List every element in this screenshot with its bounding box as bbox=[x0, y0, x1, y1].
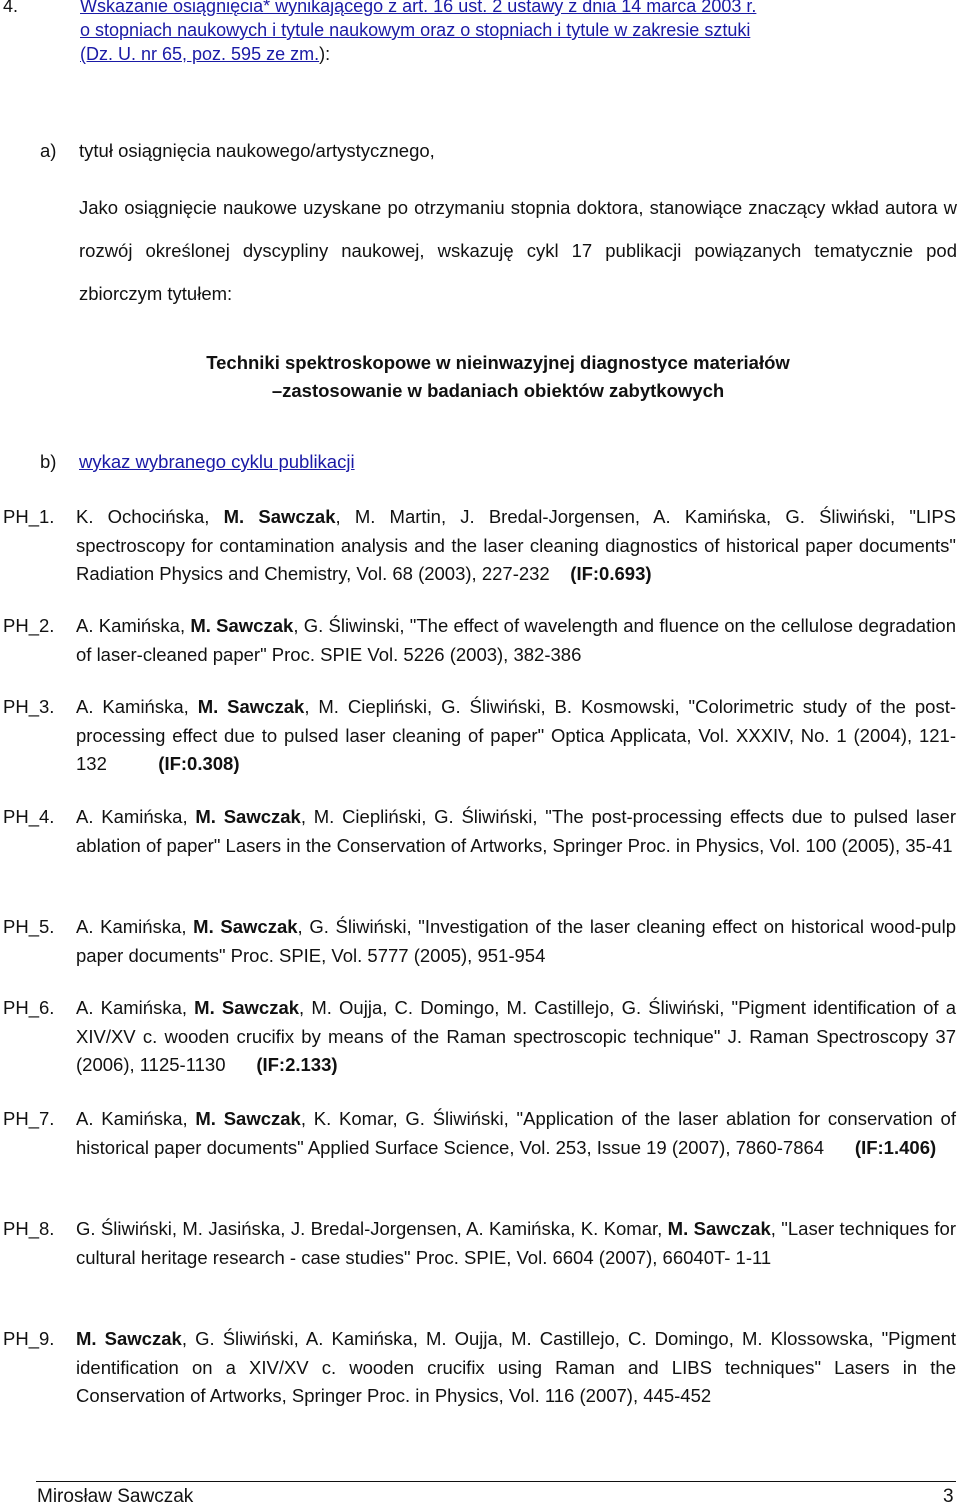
section-4-law-link[interactable]: (Dz. U. nr 65, poz. 595 ze zm. bbox=[80, 44, 320, 64]
impact-factor: (IF:1.406) bbox=[854, 1136, 937, 1158]
highlighted-author: M. Sawczak bbox=[197, 696, 305, 717]
highlighted-author: M. Sawczak bbox=[667, 1218, 771, 1239]
highlighted-author: M. Sawczak bbox=[76, 1328, 182, 1349]
publication-id: PH_8. bbox=[3, 1218, 55, 1239]
highlighted-author: M. Sawczak bbox=[193, 916, 298, 937]
publication-id: PH_5. bbox=[3, 916, 55, 937]
impact-factor: (IF:2.133) bbox=[256, 1054, 338, 1075]
publication-text: A. Kamińska, M. Sawczak, G. Śliwiński, "Investigation of the laser cleaning effect on historical wood-pulp paper documents" Proc. SPIE, Vol. 5777 (2005), 951-954 bbox=[76, 916, 956, 966]
part-a-heading: tytuł osiągnięcia naukowego/artystycznego, bbox=[79, 140, 435, 161]
publication-text: A. Kamińska, M. Sawczak, M. Ciepliński, G. Śliwiński, B. Kosmowski, "Colorimetric study of the post-processing effect due to pulsed laser cleaning of paper" Optica Applicata, Vol. XXXIV, No. 1 (2004), 121-132 (IF:0.308) bbox=[76, 696, 956, 774]
publication-text: A. Kamińska, M. Sawczak, M. Oujja, C. Domingo, M. Castillejo, G. Śliwiński, "Pigment identification of a XIV/XV c. wooden crucifix by means of the Raman spectroscopic technique" J. Raman Spectroscopy 37 (2006), 1125-1130 (IF:2.133) bbox=[76, 997, 956, 1075]
publication-id: PH_9. bbox=[3, 1328, 55, 1349]
achievement-title-line-1: Techniki spektroskopowe w nieinwazyjnej diagnostyce materiałów bbox=[206, 352, 790, 373]
section-4-line-1[interactable]: Wskazanie osiągnięcia* wynikającego z art. 16 ust. 2 ustawy z dnia 14 marca 2003 r. bbox=[80, 0, 757, 16]
part-a-paragraph: Jako osiągnięcie naukowe uzyskane po otrzymaniu stopnia doktora, stanowiące znaczący wkład autora w rozwój określonej dyscypliny naukowej, wskazuję cykl 17 publikacji powiązanych tematycznie pod zbiorczym tytułem: bbox=[79, 197, 957, 304]
part-b-label: b) bbox=[40, 451, 57, 472]
publication-text: A. Kamińska, M. Sawczak, G. Śliwinski, "The effect of wavelength and fluence on the cellulose degradation of laser-cleaned paper" Proc. SPIE Vol. 5226 (2003), 382-386 bbox=[76, 615, 956, 665]
section-number: 4. bbox=[3, 0, 19, 16]
publication-text: A. Kamińska, M. Sawczak, M. Ciepliński, G. Śliwiński, "The post-processing effects due to pulsed laser ablation of paper" Lasers in the Conservation of Artworks, Springer Proc. in Physics, Vol. 100 (2005), 35-41 bbox=[76, 806, 956, 856]
part-b-heading[interactable]: wykaz wybranego cyklu publikacji bbox=[79, 451, 355, 472]
section-4-line-2[interactable]: o stopniach naukowych i tytule naukowym oraz o stopniach i tytule w zakresie sztuki bbox=[80, 20, 751, 40]
footer-author: Mirosław Sawczak bbox=[37, 1486, 194, 1507]
publication-id: PH_3. bbox=[3, 696, 55, 717]
impact-factor: (IF:0.308) bbox=[158, 753, 240, 774]
section-4-line-3 bbox=[80, 42, 330, 66]
page-number: 3 bbox=[943, 1486, 954, 1507]
publication-id: PH_2. bbox=[3, 615, 55, 636]
highlighted-author: M. Sawczak bbox=[190, 615, 294, 636]
highlighted-author: M. Sawczak bbox=[195, 1108, 301, 1129]
publication-text: A. Kamińska, M. Sawczak, K. Komar, G. Śliwiński, "Application of the laser ablation for conservation of historical paper documents" Applied Surface Science, Vol. 253, Issue 19 (2007), 7860-7864 (IF:1.406) bbox=[76, 1108, 956, 1158]
impact-factor: (IF:0.693) bbox=[570, 563, 652, 584]
publication-text: G. Śliwiński, M. Jasińska, J. Bredal-Jorgensen, A. Kamińska, K. Komar, M. Sawczak, "Laser techniques for cultural heritage research - case studies" Proc. SPIE, Vol. 6604 (2007), 66040T- 1-11 bbox=[76, 1218, 957, 1268]
highlighted-author: M. Sawczak bbox=[223, 506, 336, 527]
publication-id: PH_7. bbox=[3, 1108, 55, 1129]
section-4-line-3-tail: ): bbox=[319, 44, 331, 64]
highlighted-author: M. Sawczak bbox=[194, 997, 300, 1018]
highlighted-author: M. Sawczak bbox=[195, 806, 301, 827]
publication-text: M. Sawczak, G. Śliwiński, A. Kamińska, M. Oujja, M. Castillejo, C. Domingo, M. Klossowska, "Pigment identification on a XIV/XV c. wooden crucifix using Raman and LIBS techniques" Lasers in the Conservation of Artworks, Springer Proc. in Physics, Vol. 116 (2007), 445-452 bbox=[76, 1328, 957, 1406]
publication-id: PH_4. bbox=[3, 806, 55, 827]
footer-divider bbox=[36, 1481, 956, 1482]
part-a-label: a) bbox=[40, 140, 57, 161]
publication-id: PH_6. bbox=[3, 997, 55, 1018]
achievement-title-line-2: –zastosowanie w badaniach obiektów zabytkowych bbox=[271, 380, 725, 401]
publication-id: PH_1. bbox=[3, 506, 55, 527]
publication-text: K. Ochocińska, M. Sawczak, M. Martin, J. Bredal-Jorgensen, A. Kamińska, G. Śliwiński, "LIPS spectroscopy for contamination analysis and the laser cleaning diagnostics of historical paper documents" Radiation Physics and Chemistry, Vol. 68 (2003), 227-232 (IF:0.693) bbox=[76, 506, 957, 584]
